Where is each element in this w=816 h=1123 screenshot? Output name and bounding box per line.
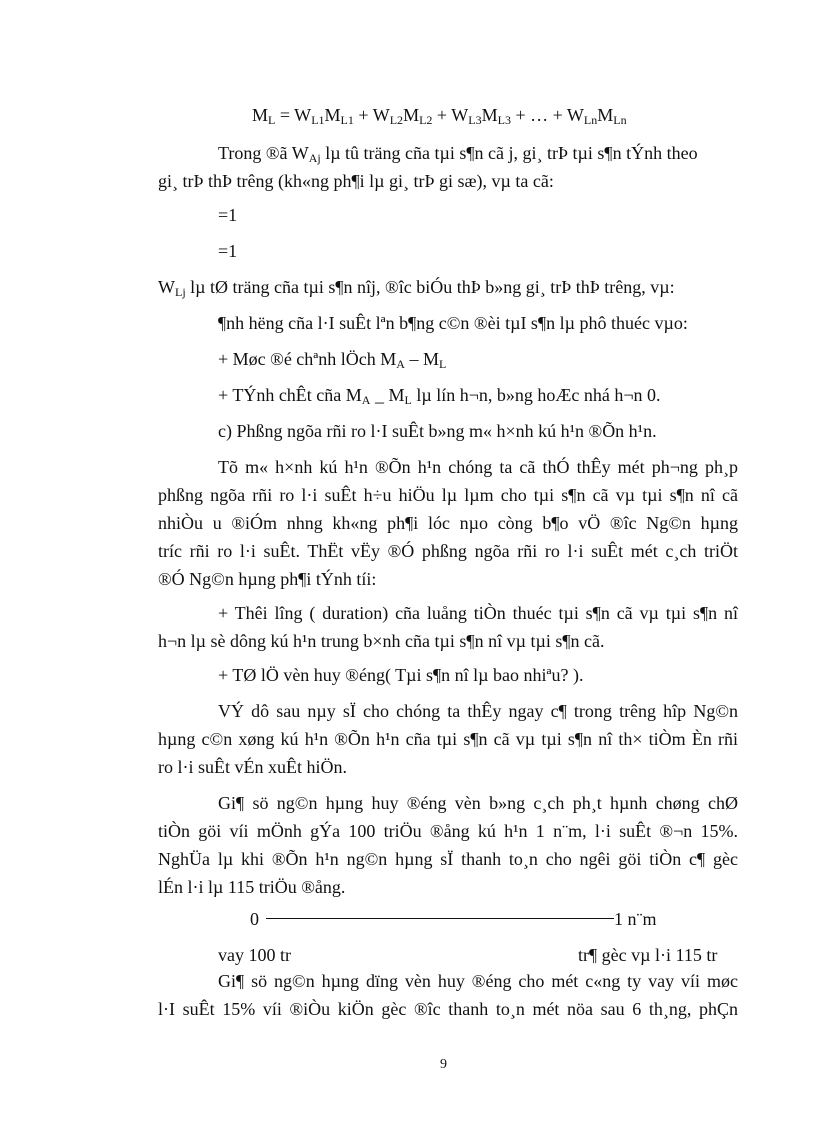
page-number: 9: [440, 1057, 447, 1072]
paragraph-deposit-line2: tiÒn göi víi mÖnh gÝa 100 triÖu ®ång kú h¹n 1 n¨m, l·i suÊt ®¬n 15%.: [158, 821, 738, 841]
paragraph-example-line2: hµng c©n xøng kú h¹n ®Õn h¹n cña tµi s¶n cã vµ tµi s¶n nî th× tiÒm Èn rñi: [158, 729, 738, 749]
bullet-funding-ratio: + TØ lÖ vèn huy ®éng( Tµi s¶n nî lµ bao nhiªu? ).: [218, 665, 584, 685]
paragraph-maturity-model-line3: nhiÒu u ®iÓm nhng kh«ng ph¶i lóc nµo còng b¶o vÖ ®îc Ng©n hµng: [158, 513, 738, 533]
paragraph-liability-weight: $W_{Lj}$ lµ tØ träng cña tµi s¶n nîj, ®îc biÓu thÞ b»ng gi¸ trÞ thÞ trêng, vµ:: [158, 277, 675, 299]
paragraph-maturity-model-line2: phßng ngõa rñi ro l·i suÊt h÷u hiÖu lµ lµm cho tµi s¶n cã vµ tµi s¶n nî cã: [158, 485, 738, 505]
paragraph-maturity-model-line1: Tõ m« h×nh kú h¹n ®Õn h¹n chóng ta cã thÓ thÊy mét ph¬ng ph¸p: [218, 457, 738, 477]
paragraph-maturity-model-line5: ®Ó Ng©n hµng ph¶i tÝnh tíi:: [158, 569, 377, 589]
paragraph-example-line1: VÝ dô sau nµy sÏ cho chóng ta thÊy ngay c¶ trong trêng hîp Ng©n: [218, 701, 738, 721]
bullet-duration-line2: h¬n lµ sè dông kú h¹n trung b×nh cña tµi s¶n nî vµ tµi s¶n cã.: [158, 631, 605, 651]
bullet-gap-level: + Møc ®é chªnh lÖch $M_A - M_L$: [218, 349, 447, 371]
equation-sum-liabilities: =1: [218, 241, 238, 261]
timeline-repay-label: tr¶ gèc vµ l·i 115 tr: [578, 945, 718, 965]
paragraph-interest-impact: ¶nh hëng cña l·I suÊt lªn b¶ng c©n ®èi tµI s¶n lµ phô thuéc vµo:: [218, 313, 688, 333]
timeline-start-label: 0: [250, 909, 259, 929]
formula-ml: $M_L = W_{L1}M_{L1} + W_{L2}M_{L2} + W_{L3}M_{L3}$ + … + $W_{Ln}M_{Ln}$: [252, 105, 627, 127]
timeline-end-label: 1 n¨m: [614, 909, 657, 929]
paragraph-deposit-line1: Gi¶ sö ng©n hµng huy ®éng vèn b»ng c¸ch ph¸t hµnh chøng chØ: [218, 793, 738, 813]
equation-sum-assets: =1: [218, 205, 238, 225]
timeline-line: [266, 918, 614, 919]
bullet-duration-line1: + Thêi lîng ( duration) cña luång tiÒn thuéc tµi s¶n cã vµ tµi s¶n nî: [218, 603, 738, 623]
paragraph-example-line3: ro l·i suÊt vÉn xuÊt hiÖn.: [158, 757, 347, 777]
timeline-borrow-label: vay 100 tr: [218, 945, 291, 965]
paragraph-maturity-model-line4: tríc rñi ro l·i suÊt. ThËt vËy ®Ó phßng ngõa rñi ro l·i suÊt mét c¸ch triÖt: [158, 541, 738, 561]
section-heading-c: c) Phßng ngõa rñi ro l·I suÊt b»ng m« h×nh kú h¹n ®Õn h¹n.: [218, 421, 657, 441]
paragraph-weights-line2: gi¸ trÞ thÞ trêng (kh«ng ph¶i lµ gi¸ trÞ gi sæ), vµ ta cã:: [158, 171, 554, 191]
paragraph-loan-line1: Gi¶ sö ng©n hµng dïng vèn huy ®éng cho mét c«ng ty vay víi møc: [218, 971, 738, 991]
paragraph-weights-line1: Trong ®ã $W_{Aj}$ lµ tû träng cña tµi s¶n cã j, gi¸ trÞ tµi s¶n tÝnh theo: [218, 143, 698, 165]
bullet-gap-sign: + TÝnh chÊt cña $M_A$ _ $M_L$ lµ lín h¬n, b»ng hoÆc nhá h¬n 0.: [218, 385, 661, 407]
paragraph-loan-line2: l·I suÊt 15% víi ®iÒu kiÖn gèc ®îc thanh to¸n mét nöa sau 6 th¸ng, phÇn: [158, 999, 738, 1019]
paragraph-deposit-line3: NghÜa lµ khi ®Õn h¹n ng©n hµng sÏ thanh to¸n cho ngêi göi tiÒn c¶ gèc: [158, 849, 738, 869]
paragraph-deposit-line4: lÉn l·i lµ 115 triÖu ®ång.: [158, 877, 346, 897]
